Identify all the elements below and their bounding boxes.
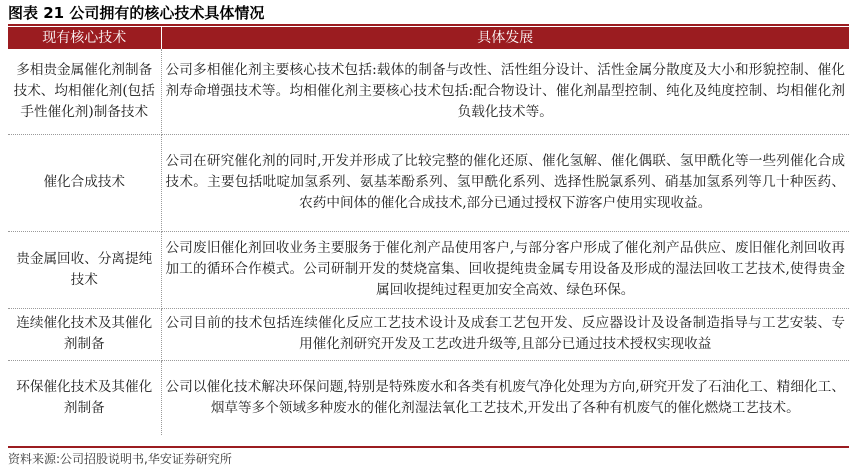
table-row bbox=[8, 231, 849, 308]
figure-title: 图表 21 公司拥有的核心技术具体情况 bbox=[8, 4, 265, 22]
development-description-cell: 公司多相催化剂主要核心技术包括:载体的制备与改性、活性组分设计、活性金属分散度及大小和形貌控制、催化剂寿命增强技术等。均相催化剂主要核心技术包括:配合物设计、催化剂晶型控制、纯化及纯度控制、均相催化剂负载化技术等。 bbox=[161, 49, 849, 134]
table-row bbox=[8, 134, 849, 231]
development-description-cell: 公司目前的技术包括连续催化反应工艺技术设计及成套工艺包开发、反应器设计及设备制造指导与工艺安装、专用催化剂研究开发及工艺改进升级等,且部分已通过技术授权实现收益 bbox=[161, 308, 849, 360]
technology-name-cell: 连续催化技术及其催化剂制备 bbox=[8, 308, 161, 360]
technology-name-cell: 环保催化技术及其催化剂制备 bbox=[8, 360, 161, 435]
table-row bbox=[8, 308, 849, 360]
table-row bbox=[8, 360, 849, 435]
bottom-rule bbox=[8, 446, 849, 448]
table-row bbox=[8, 49, 849, 134]
core-technology-table bbox=[8, 27, 849, 435]
technology-name-cell: 催化合成技术 bbox=[8, 134, 161, 231]
development-description-cell: 公司废旧催化剂回收业务主要服务于催化剂产品使用客户,与部分客户形成了催化剂产品供应、废旧催化剂回收再加工的循环合作模式。公司研制开发的焚烧富集、回收提纯贵金属专用设备及形成的湿法回收工艺技术,使得贵金属回收提纯过程更加安全高效、绿色环保。 bbox=[161, 231, 849, 308]
development-description-cell: 公司以催化技术解决环保问题,特别是特殊废水和各类有机废气净化处理为方向,研究开发了石油化工、精细化工、烟草等多个领域多种废水的催化剂湿法氧化工艺技术,开发出了各种有机废气的催化燃烧工艺技术。 bbox=[165, 378, 845, 416]
source-note: 资料来源:公司招股说明书,华安证券研究所 bbox=[8, 452, 232, 466]
development-description-cell: 公司在研究催化剂的同时,开发并形成了比较完整的催化还原、催化氢解、催化偶联、氢甲酰化等一些列催化合成技术。主要包括吡啶加氢系列、氨基苯酚系列、氢甲酰化系列、选择性脱氯系列、硝基加氢系列等几十种医药、农药中间体的催化合成技术,部分已通过授权下游客户使用实现收益。 bbox=[161, 134, 849, 231]
top-rule bbox=[8, 24, 849, 26]
technology-name-cell: 多相贵金属催化剂制备技术、均相催化剂(包括手性催化剂)制备技术 bbox=[8, 49, 161, 134]
table-header-row bbox=[8, 27, 849, 49]
column-header-technology: 现有核心技术 bbox=[8, 27, 161, 49]
column-header-development: 具体发展 bbox=[161, 27, 849, 49]
technology-name-cell: 贵金属回收、分离提纯技术 bbox=[8, 231, 161, 308]
